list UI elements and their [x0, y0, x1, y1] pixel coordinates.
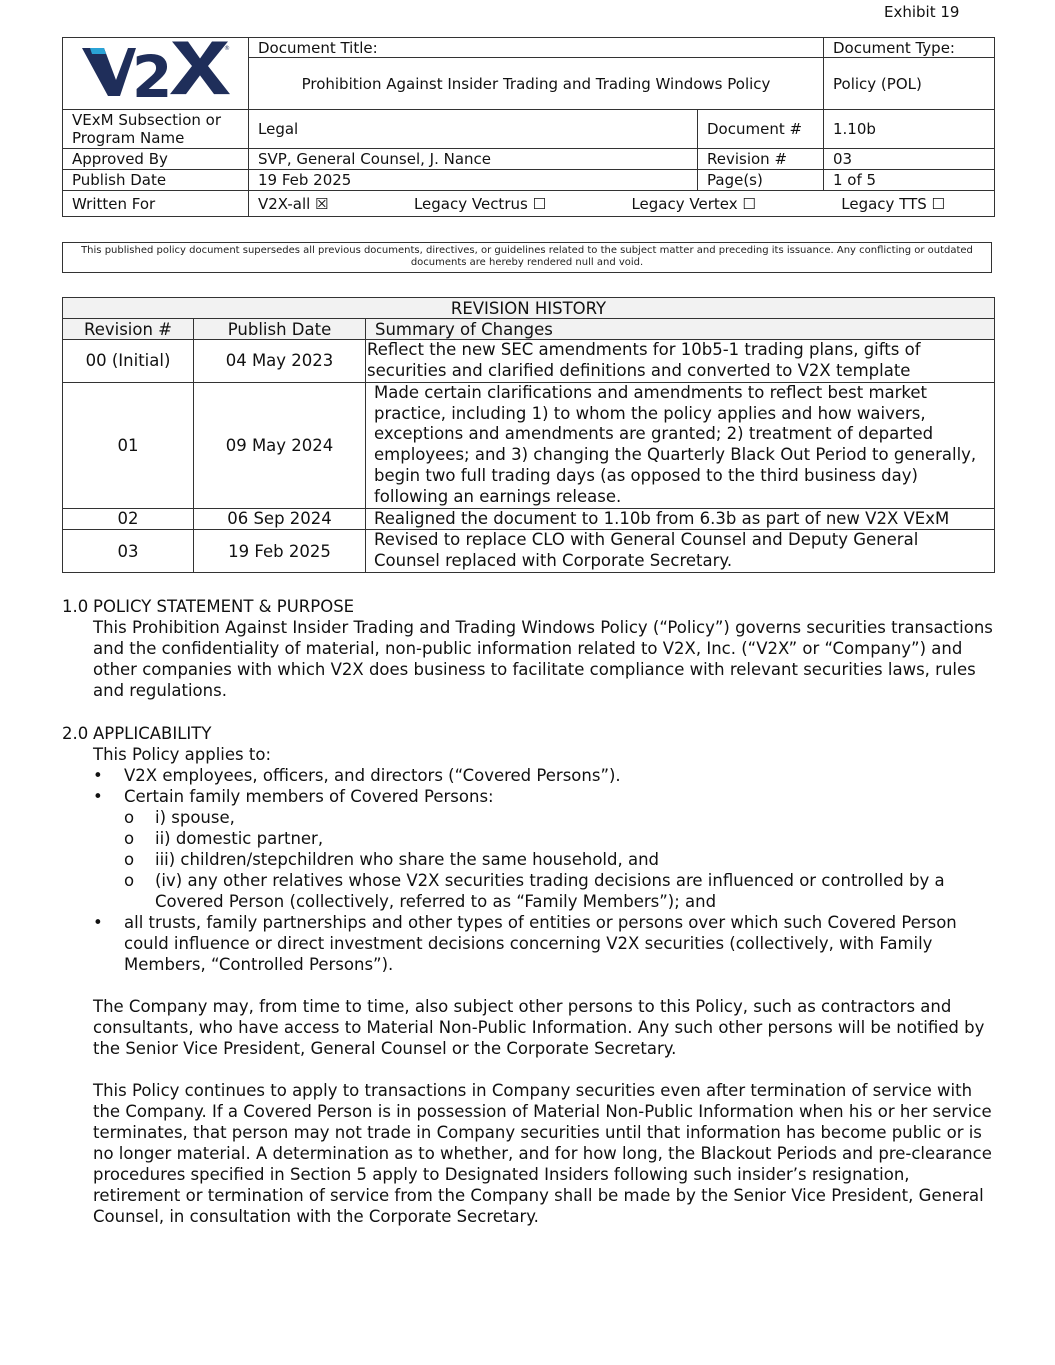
section-title: POLICY STATEMENT & PURPOSE [93, 597, 355, 616]
publish-date-value: 19 Feb 2025 [249, 170, 698, 191]
bullet-text: V2X employees, officers, and directors (“Covered Persons”). [124, 766, 621, 785]
doc-type-value: Policy (POL) [824, 58, 995, 110]
revision-label: Revision # [698, 149, 824, 170]
doc-number-label: Document # [698, 110, 824, 149]
table-row [63, 382, 995, 508]
doc-type-label: Document Type: [824, 38, 995, 58]
row-summary: Revised to replace CLO with General Counsel and Deputy General Counsel replaced with Corporate Secretary. [366, 530, 995, 573]
row-revision: 02 [63, 508, 194, 530]
approved-by-value: SVP, General Counsel, J. Nance [249, 149, 698, 170]
row-summary: Reflect the new SEC amendments for 10b5-1 trading plans, gifts of securities and clarified definitions and converted to V2X template [366, 340, 995, 383]
row-revision: 03 [63, 530, 194, 573]
section-paragraph: This Prohibition Against Insider Trading and Trading Windows Policy (“Policy”) governs securities transactions and the confidentiality of material, non-public information related to V2X, Inc. (“V2X” or “Company”) and other companies with which V2X does business to facilitate compliance with relevant securities laws, rules and regulations. [93, 618, 993, 700]
list-item [93, 765, 997, 786]
col-header-publish-date: Publish Date [194, 319, 366, 340]
list-item [124, 828, 997, 849]
row-revision: 00 (Initial) [63, 340, 194, 383]
document-header-table [62, 37, 995, 217]
section-number: 2.0 [62, 724, 89, 743]
written-for-legacy-vertex: Legacy Vertex ☐ [631, 194, 756, 213]
subsection-value: Legal [249, 110, 698, 149]
doc-number-value: 1.10b [824, 110, 995, 149]
doc-title-label: Document Title: [249, 38, 824, 58]
row-date: 04 May 2023 [194, 340, 366, 383]
written-for-legacy-tts: Legacy TTS ☐ [841, 194, 945, 213]
doc-title-value: Prohibition Against Insider Trading and Trading Windows Policy [249, 58, 824, 110]
col-header-revision: Revision # [63, 319, 194, 340]
written-for-label: Written For [63, 191, 249, 217]
section-title: APPLICABILITY [93, 724, 212, 743]
row-date: 19 Feb 2025 [194, 530, 366, 573]
svg-text:2: 2 [131, 42, 172, 104]
v2x-logo [63, 38, 249, 110]
col-header-summary: Summary of Changes [366, 319, 995, 340]
row-summary: Realigned the document to 1.10b from 6.3b as part of new V2X VExM [366, 508, 995, 530]
list-item [124, 870, 997, 912]
row-date: 06 Sep 2024 [194, 508, 366, 530]
publish-date-label: Publish Date [63, 170, 249, 191]
section-number: 1.0 [62, 597, 89, 616]
revision-value: 03 [824, 149, 995, 170]
table-row [63, 340, 995, 383]
pages-label: Page(s) [698, 170, 824, 191]
list-item [124, 849, 997, 870]
row-date: 09 May 2024 [194, 382, 366, 508]
sub-bullet-marker: o [124, 808, 135, 827]
section-intro: This Policy applies to: [93, 745, 272, 764]
revision-history-table [62, 297, 995, 573]
svg-text:®: ® [223, 44, 230, 52]
approved-by-label: Approved By [63, 149, 249, 170]
section-paragraph: The Company may, from time to time, also subject other persons to this Policy, such as contractors and consultants, who have access to Material Non-Public Information. Any such other persons will be notified by the Senior Vice President, General Counsel or the Corporate Secretary. [93, 997, 985, 1058]
table-row [63, 530, 995, 573]
bullet-marker: • [93, 787, 103, 806]
section-policy-statement [62, 596, 997, 701]
sub-bullet-marker: o [124, 850, 135, 869]
v2x-logo-mark [76, 40, 236, 104]
revision-history-title: REVISION HISTORY [63, 298, 995, 319]
list-item [93, 786, 997, 807]
sub-bullet-text: (iv) any other relatives whose V2X securities trading decisions are influenced or controlled by a Covered Person (collectively, referred to as “Family Members”); and [155, 871, 945, 911]
written-for-legacy-vectrus: Legacy Vectrus ☐ [413, 194, 547, 213]
sub-bullet-text: i) spouse, [155, 808, 235, 827]
section-applicability [62, 723, 997, 1227]
bullet-marker: • [93, 766, 103, 785]
row-summary: Made certain clarifications and amendments to reflect best market practice, including 1) to whom the policy applies and how waivers, exceptions and amendments are granted; 2) treatment of departed employees; and 3) changing the Quarterly Black Out Period to generally, begin two full trading days (as opposed to the third business day) following an earnings release. [366, 382, 995, 508]
bullet-text: Certain family members of Covered Persons: [124, 787, 494, 806]
section-paragraph: This Policy continues to apply to transactions in Company securities even after termination of service with the Company. If a Covered Person is in possession of Material Non-Public Information when his or her service terminates, that person may not trade in Company securities until that information has become public or is no longer material. A determination as to whether, and for how long, the Blackout Periods and pre-clearance procedures specified in Section 5 apply to Designated Insiders following such insider’s resignation, retirement or termination of service from the Company shall be made by the Senior Vice President, General Counsel, in consultation with the Corporate Secretary. [93, 1081, 992, 1226]
list-item [124, 807, 997, 828]
bullet-text: all trusts, family partnerships and other types of entities or persons over which such Covered Person could influence or direct investment decisions concerning V2X securities (collectively, with Family Members, “Controlled Persons”). [124, 913, 957, 974]
sub-bullet-marker: o [124, 871, 135, 890]
written-for-v2x-all: V2X-all ☒ [258, 194, 329, 213]
written-for-options [249, 191, 995, 217]
pages-value: 1 of 5 [824, 170, 995, 191]
supersede-notice: This published policy document supersedes all previous documents, directives, or guidelines related to the subject matter and preceding its issuance. Any conflicting or outdated documents are hereby rendered null and void. [62, 242, 992, 273]
sub-bullet-text: iii) children/stepchildren who share the same household, and [155, 850, 660, 869]
row-revision: 01 [63, 382, 194, 508]
bullet-marker: • [93, 913, 103, 932]
table-row [63, 508, 995, 530]
svg-text:V2X: V2X [75, 39, 78, 41]
subsection-label: VExM Subsection or Program Name [63, 110, 249, 149]
list-item [93, 912, 997, 975]
sub-bullet-marker: o [124, 829, 135, 848]
exhibit-label: Exhibit 19 [884, 3, 960, 21]
sub-bullet-text: ii) domestic partner, [155, 829, 324, 848]
